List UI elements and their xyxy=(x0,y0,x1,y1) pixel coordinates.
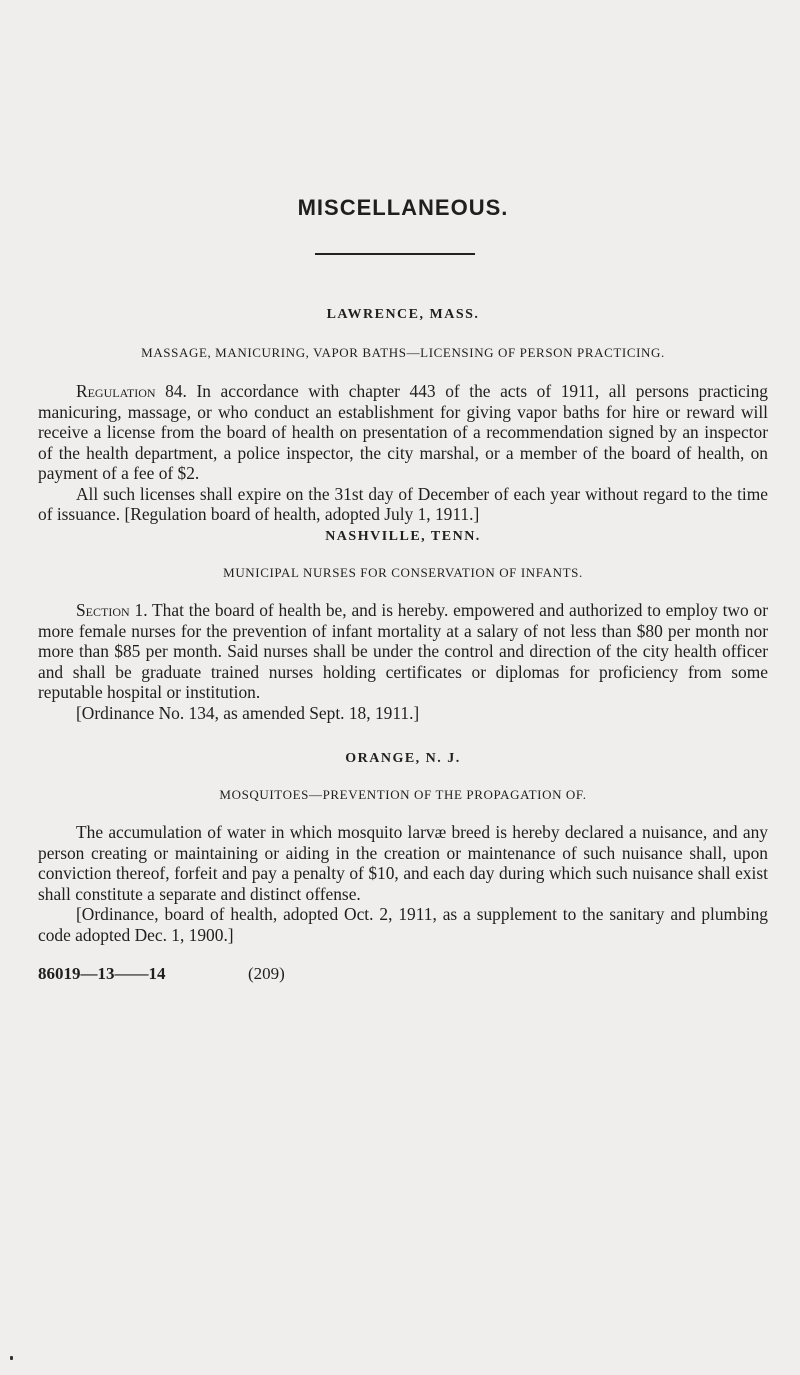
lead-word: Section xyxy=(76,600,130,620)
section-place: ORANGE, N. J. xyxy=(345,751,461,766)
lead-word: Regulation xyxy=(76,381,156,401)
section-paragraph xyxy=(38,600,768,703)
paragraph-text: 1. That the board of health be, and is hereby. empowered and authorized to employ two or more female nurses for the prevention of infant mortality at a salary of not less than $80 per month nor more than $85 per month. Said nurses shall be under the control and direction of the city health officer and shall be graduate trained nurses holding certificates or diplomas for proficiency from some reputable hospital or institution. xyxy=(38,600,768,702)
section-paragraph: [Ordinance No. 134, as amended Sept. 18, 1911.] xyxy=(76,702,420,723)
section-paragraph: [Ordinance, board of health, adopted Oct. 2, 1911, as a supplement to the sanitary and plumbing code adopted Dec. 1, 1900.] xyxy=(38,904,768,945)
section-lawrence xyxy=(38,307,768,525)
paragraph-text: 84. In accordance with chapter 443 of the acts of 1911, all persons practicing manicuring, massage, or who conduct an establishment for giving vapor baths for hire or reward will receive a license from the board of health on presentation of a recommendation signed by an inspector of the health department, a police inspector, the city marshal, or a member of the board of health, on payment of a fee of $2. xyxy=(38,381,768,483)
section-orange xyxy=(38,751,768,945)
section-paragraph xyxy=(38,381,768,484)
print-code: 86019—13——14 xyxy=(38,964,166,983)
section-nashville xyxy=(38,529,768,723)
section-subject: MOSQUITOES—PREVENTION OF THE PROPAGATION OF. xyxy=(219,787,587,802)
title-divider xyxy=(315,253,475,255)
section-subject: MASSAGE, MANICURING, VAPOR BATHS—LICENSING OF PERSON PRACTICING. xyxy=(141,345,665,360)
section-paragraph: The accumulation of water in which mosquito larvæ breed is hereby declared a nuisance, and any person creating or maintaining or aiding in the creation or maintenance of such nuisance shall, upon conviction thereof, forfeit and pay a penalty of $10, and each day during which such nuisance shall exist shall constitute a separate and distinct offense. xyxy=(38,822,768,904)
section-paragraph: All such licenses shall expire on the 31st day of December of each year without regard to the time of issuance. [Regulation board of health, adopted July 1, 1911.] xyxy=(38,483,768,524)
scan-speck xyxy=(10,1356,13,1360)
section-place: LAWRENCE, MASS. xyxy=(326,307,480,322)
section-place: NASHVILLE, TENN. xyxy=(325,529,481,544)
page-title: MISCELLANEOUS. xyxy=(297,195,509,220)
page-number: (209) xyxy=(248,964,285,983)
section-subject: MUNICIPAL NURSES FOR CONSERVATION OF INFANTS. xyxy=(223,565,583,580)
